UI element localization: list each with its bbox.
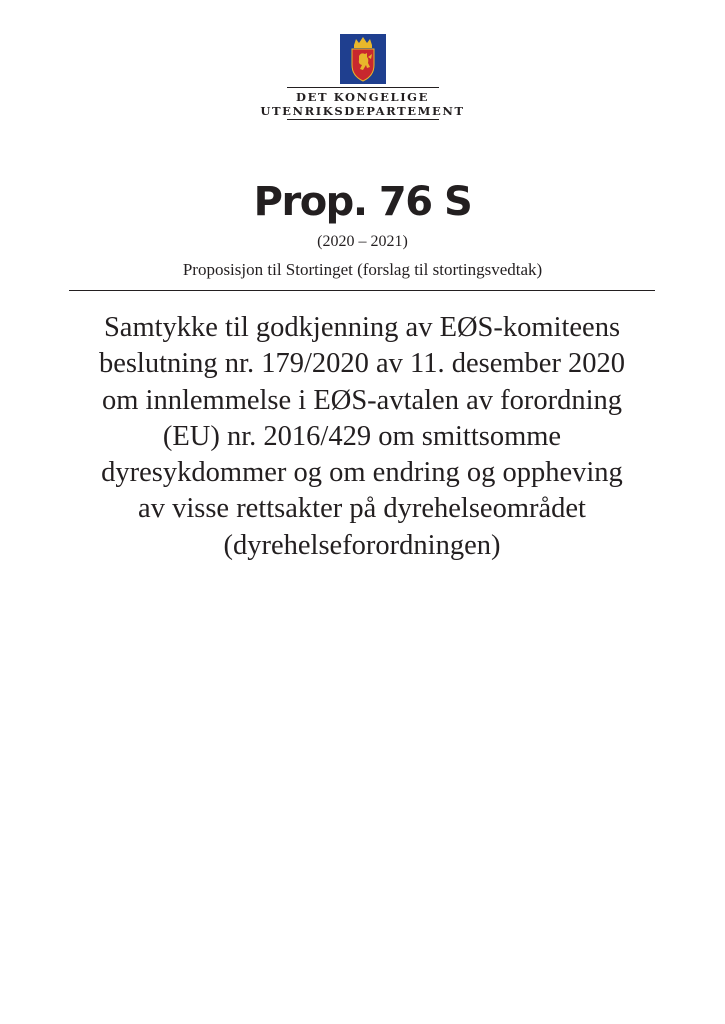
document-title-line: dyresykdommer og om endring og oppheving <box>101 457 623 489</box>
department-name-line-2: UTENRIKSDEPARTEMENT <box>260 104 465 118</box>
proposition-title: Prop. 76 S <box>253 179 472 225</box>
document-title-line: om innlemmelse i EØS-avtalen av forordning <box>102 384 622 416</box>
department-top-rule <box>287 87 439 88</box>
document-title <box>69 310 655 564</box>
title-divider <box>69 290 655 291</box>
document-title-line: Samtykke til godkjenning av EØS-komiteens <box>103 312 621 343</box>
document-title-line: (dyrehelseforordningen) <box>223 529 501 561</box>
department-bottom-rule <box>287 119 439 120</box>
department-name-line-1: DET KONGELIGE <box>296 90 429 104</box>
document-title-line: av visse rettsakter på dyrehelseområdet <box>138 493 586 525</box>
document-title-line: (EU) nr. 2016/429 om smittsomme <box>162 420 562 452</box>
norwegian-coat-of-arms-icon <box>340 34 386 84</box>
department-logo <box>0 34 725 120</box>
document-title-line: beslutning nr. 179/2020 av 11. desember 2020 <box>98 348 626 380</box>
session-years: (2020 – 2021) <box>317 233 408 250</box>
proposition-subtitle: Proposisjon til Stortinget (forslag til stortingsvedtak) <box>182 260 543 279</box>
department-name <box>260 90 464 118</box>
